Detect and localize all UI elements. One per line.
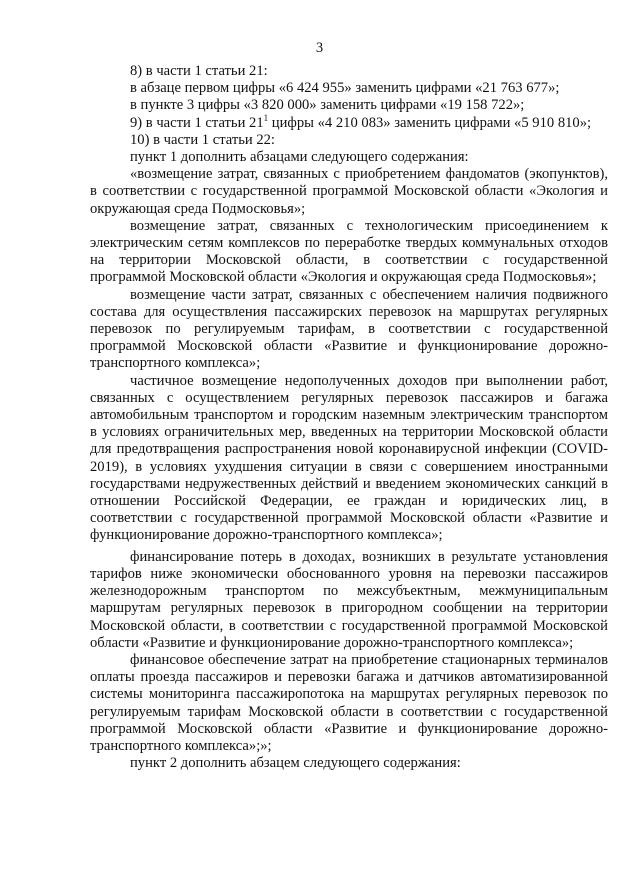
paragraph-fandomat: «возмещение затрат, связанных с приобретением фандоматов (экопунктов), в соответствии с государственной программой Московской области «Экология и окружающая среда Подмосковья»;	[90, 166, 608, 217]
document-body	[90, 63, 608, 772]
paragraph-tariff-losses: финансирование потерь в доходах, возникших в результате установления тарифов ниже экономически обоснованного уровня на перевозки пассажиров железнодорожным транспортом по межсубъектным, межмуниципальным маршрутам регулярных перевозок в пригородном сообщении на территории Московской области, в соответствии с государственной программой Московской области «Развитие и функционирование дорожно-транспортного комплекса»;	[90, 548, 608, 651]
paragraph-item-9	[90, 112, 608, 132]
paragraph-item-8-first: в абзаце первом цифры «6 424 955» заменить цифрами «21 763 677»;	[130, 80, 560, 97]
paragraph-item-8: 8) в части 1 статьи 21:	[130, 63, 268, 79]
paragraph-item-10: 10) в части 1 статьи 22:	[130, 131, 275, 148]
paragraph-grid-connection: возмещение затрат, связанных с технологическим присоединением к электрическим сетям комплексов по переработке твердых коммунальных отходов на территории Московской области, в соответствии с государственной программой Московской области «Экология и окружающая среда Подмосковья»;	[90, 217, 608, 286]
paragraph-lost-income: частичное возмещение недополученных доходов при выполнении работ, связанных с осуществлением регулярных перевозок пассажиров и багажа автомобильным транспортом и городским наземным электрическим транспортом в условиях ограничительных мер, введенных на территории Московской области для предотвращения распространения новой коронавирусной инфекции (COVID-2019), в условиях ухудшения ситуации в связи с совершением иностранными государствами недружественных действий и введением экономических санкций в отношении Российской Федерации, ее граждан и юридических лиц, в соответствии с государственной программой Московской области «Развитие и функционирование дорожно-транспортного комплекса»;	[90, 372, 608, 544]
item-9-superscript: 1	[263, 112, 269, 123]
item-9-suffix: цифры «4 210 083» заменить цифрами «5 910 810»;	[268, 114, 592, 131]
paragraph-terminals: финансовое обеспечение затрат на приобретение стационарных терминалов оплаты проезда пассажиров и перевозки багажа и датчиков автоматизированной системы мониторинга пассажиропотока на маршрутах регулярных перевозок по регулируемым тарифам Московской области в соответствии с государственной программой Московской области «Развитие и функционирование дорожно-транспортного комплекса»;»;	[90, 651, 608, 754]
paragraph-point-1-intro: пункт 1 дополнить абзацами следующего содержания:	[130, 149, 469, 166]
paragraph-item-8-third: в пункте 3 цифры «3 820 000» заменить цифрами «19 158 722»;	[130, 97, 525, 114]
page-number: 3	[315, 40, 324, 56]
paragraph-point-2-intro: пункт 2 дополнить абзацем следующего содержания:	[130, 755, 461, 772]
item-9-prefix: 9) в части 1 статьи 21	[130, 114, 264, 131]
paragraph-rolling-stock: возмещение части затрат, связанных с обеспечением наличия подвижного состава для осуществления пассажирских перевозок на маршрутах регулярных перевозок по регулируемым тарифам, в соответствии с государственной программой Московской области «Развитие и функционирование дорожно-транспортного комплекса»;	[90, 286, 608, 372]
